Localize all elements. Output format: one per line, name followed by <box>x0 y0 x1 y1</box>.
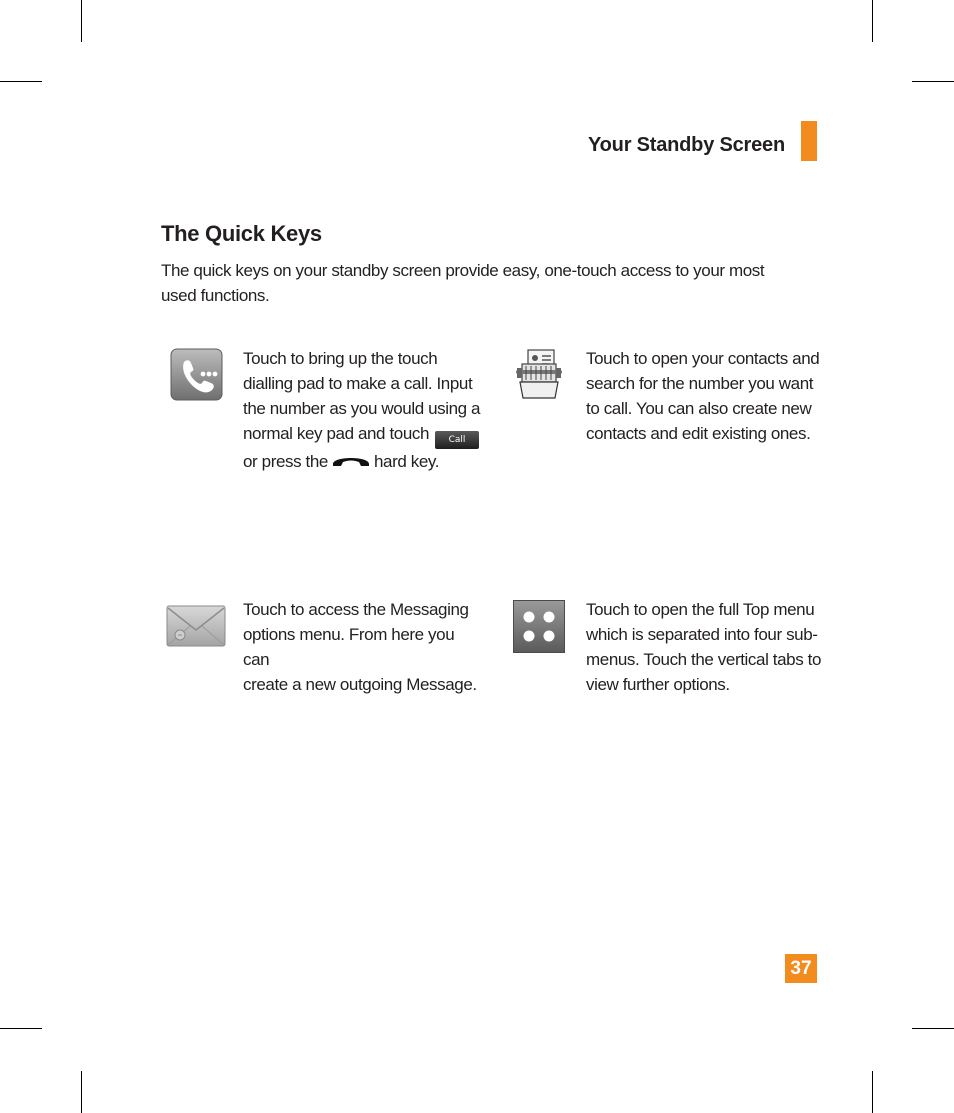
header-accent-bar <box>801 121 817 161</box>
phone-handset-icon <box>331 450 371 464</box>
crop-mark <box>912 81 954 82</box>
section-title: The Quick Keys <box>161 221 322 246</box>
top-menu-grid-icon <box>513 600 565 653</box>
running-header: Your Standby Screen <box>588 134 785 156</box>
top-menu-key-description: Touch to open the full Top menu which is separated into four sub- menus. Touch the vertical tabs to view further options. <box>586 600 822 694</box>
dialpad-key-description: Touch to bring up the touch dialling pad to make a call. Input the number as you would using a normal key pad and touch Call or press the hard key. <box>243 349 481 471</box>
page-number: 37 <box>785 954 817 983</box>
crop-mark <box>81 0 82 42</box>
crop-mark <box>0 1028 42 1029</box>
messaging-key-description: Touch to access the Messaging options menu. From here you can create a new outgoing Message. <box>243 600 477 694</box>
crop-mark <box>0 81 42 82</box>
section-intro: The quick keys on your standby screen provide easy, one-touch access to your most used functions. <box>161 261 765 305</box>
messaging-envelope-icon <box>166 604 226 648</box>
contacts-rolodex-icon <box>514 348 564 400</box>
crop-mark <box>872 0 873 42</box>
crop-mark <box>81 1071 82 1113</box>
crop-mark <box>912 1028 954 1029</box>
phone-dialpad-icon <box>170 348 223 401</box>
contacts-key-description: Touch to open your contacts and search for the number you want to call. You can also create new contacts and edit existing ones. <box>586 349 820 443</box>
crop-mark <box>872 1071 873 1113</box>
call-button[interactable]: Call <box>435 431 479 449</box>
